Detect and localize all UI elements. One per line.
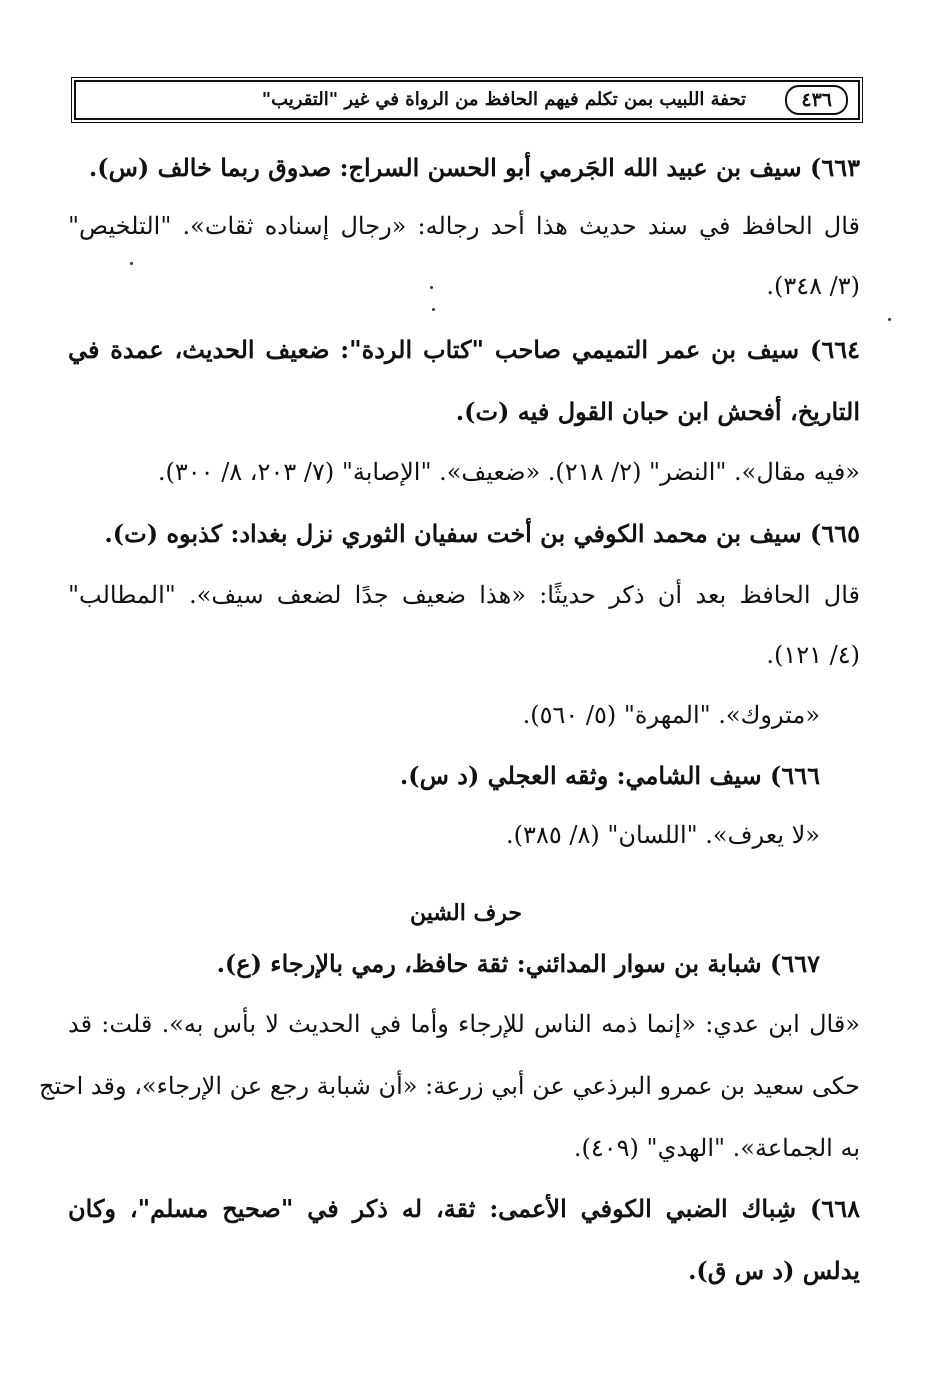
entry-664-line-1: ٦٦٤) سيف بن عمر التميمي صاحب "كتاب الردة": ضعيف الحديث، عمدة في: [68, 335, 860, 364]
entry-667-note-line-1: «قال ابن عدي: «إنما ذمه الناس للإرجاء وأما في الحديث لا بأس به». قلت: قد: [68, 1010, 860, 1038]
section-heading: حرف الشين: [409, 900, 523, 926]
entry-667: ٦٦٧) شبابة بن سوار المدائني: ثقة حافظ، رمي بالإرجاء (ع).: [216, 949, 820, 978]
page-number: ٤٣٦: [785, 85, 848, 115]
entry-666-note: «لا يعرف». "اللسان" (٨/ ٣٨٥).: [506, 821, 820, 849]
entry-665: ٦٦٥) سيف بن محمد الكوفي بن أخت سفيان الثوري نزل بغداد: كذبوه (ت).: [104, 519, 860, 548]
entry-668-line-1: ٦٦٨) شِباك الضبي الكوفي الأعمى: ثقة، له ذكر في "صحيح مسلم"، وكان: [68, 1194, 860, 1223]
entry-664-line-2: التاريخ، أفحش ابن حبان القول فيه (ت).: [455, 397, 860, 426]
entry-667-note-line-2: حكى سعيد بن عمرو البرذعي عن أبي زرعة: «أن شبابة رجع عن الإرجاء»، وقد احتج: [39, 1072, 860, 1100]
scan-speck: [130, 262, 133, 265]
entry-664-note: «فيه مقال». "النضر" (٢/ ٢١٨). «ضعيف». "الإصابة" (٧/ ٢٠٣، ٨/ ٣٠٠).: [157, 458, 860, 486]
running-title: تحفة اللبيب بمن تكلم فيهم الحافظ من الرواة في غير "التقريب": [261, 89, 746, 110]
scan-speck: [888, 318, 891, 321]
scan-speck: [430, 286, 433, 289]
entry-666: ٦٦٦) سيف الشامي: وثقه العجلي (د س).: [399, 761, 820, 790]
scan-speck: [432, 308, 435, 311]
entry-663: ٦٦٣) سيف بن عبيد الله الجَرمي أبو الحسن السراج: صدوق ربما خالف (س).: [88, 153, 860, 182]
entry-668-line-2: يدلس (د س ق).: [688, 1256, 860, 1285]
running-header: [74, 80, 860, 120]
entry-667-note-line-3: به الجماعة». "الهدي" (٤٠٩).: [573, 1134, 860, 1162]
entry-663-note-line-2: (٣/ ٣٤٨).: [766, 272, 860, 300]
entry-665-note-line-2: (٤/ ١٢١).: [766, 641, 860, 669]
entry-665-note-2: «متروك». "المهرة" (٥/ ٥٦٠).: [522, 701, 820, 729]
entry-665-note-line-1: قال الحافظ بعد أن ذكر حديثًا: «هذا ضعيف جدًا لضعف سيف». "المطالب": [68, 581, 860, 609]
entry-663-note-line-1: قال الحافظ في سند حديث هذا أحد رجاله: «رجال إسناده ثقات». "التلخيص": [68, 212, 860, 240]
